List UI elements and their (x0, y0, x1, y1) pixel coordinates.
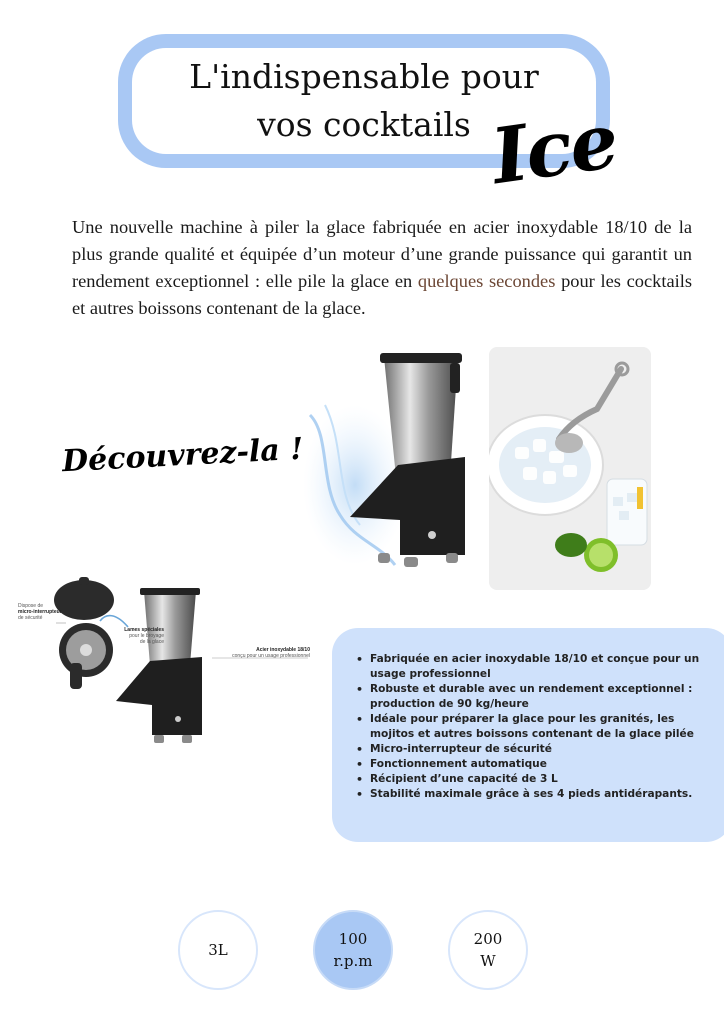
label-blades-3: de la glace (139, 639, 164, 645)
discover-heading: Découvrez-la ! (61, 431, 305, 480)
ice-bowl-photo (489, 347, 651, 590)
intro-text-2: pour les cocktails et autres boissons contenant de la glace. (72, 271, 693, 318)
label-switch-2: micro-interrupteur (18, 609, 62, 615)
label-blades-2: pour le broyage (129, 633, 164, 639)
feature-item: • Fonctionnement automatique (354, 757, 704, 772)
label-steel-2: conçu pour un usage professionnel (232, 653, 310, 659)
page-title: L'indispensable pour vos cocktails (132, 48, 596, 154)
intro-highlight: quelques secondes (417, 271, 556, 291)
ice-crusher-diagram (16, 575, 316, 755)
label-switch-1: Dispose de (18, 603, 44, 609)
feature-item: • Idéale pour préparer la glace pour les granités, les mojitos et autres boissons contenant de la glace pilée (354, 712, 704, 742)
feature-item: • Stabilité maximale grâce à ses 4 pieds antidérapants. (354, 787, 704, 802)
power-unit: W (480, 952, 496, 970)
feature-item: • Récipient d’une capacité de 3 L (354, 772, 704, 787)
intro-paragraph (72, 214, 692, 322)
label-steel-1: Acier inoxydable 18/10 (256, 647, 310, 653)
feature-item: • Fabriquée en acier inoxydable 18/10 et conçue pour un usage professionnel (354, 652, 704, 682)
feature-item: • Micro-interrupteur de sécurité (354, 742, 704, 757)
capacity-badge (178, 910, 258, 990)
power-value: 200 (473, 930, 503, 948)
intro-text-1: Une nouvelle machine à piler la glace fabriquée en acier inoxydable 18/10 de la plus grande qualité et équipée d’un moteur d’une grande puissance qui garantit un rendement exceptionnel : elle pile la glace en (72, 217, 692, 291)
ice-script-title: Ice (486, 95, 622, 202)
speed-badge (313, 910, 393, 990)
features-panel (332, 628, 724, 842)
feature-item: • Robuste et durable avec un rendement exceptionnel : production de 90 kg/heure (354, 682, 704, 712)
power-badge (448, 910, 528, 990)
capacity-value: 3L (208, 941, 228, 959)
label-switch-3: de sécurité (18, 615, 43, 621)
ice-crusher-photo (300, 345, 480, 585)
features-list (354, 652, 704, 802)
speed-value: 100 (338, 930, 368, 948)
label-blades-1: Lames spéciales (124, 627, 164, 633)
speed-unit: r.p.m (333, 952, 373, 970)
